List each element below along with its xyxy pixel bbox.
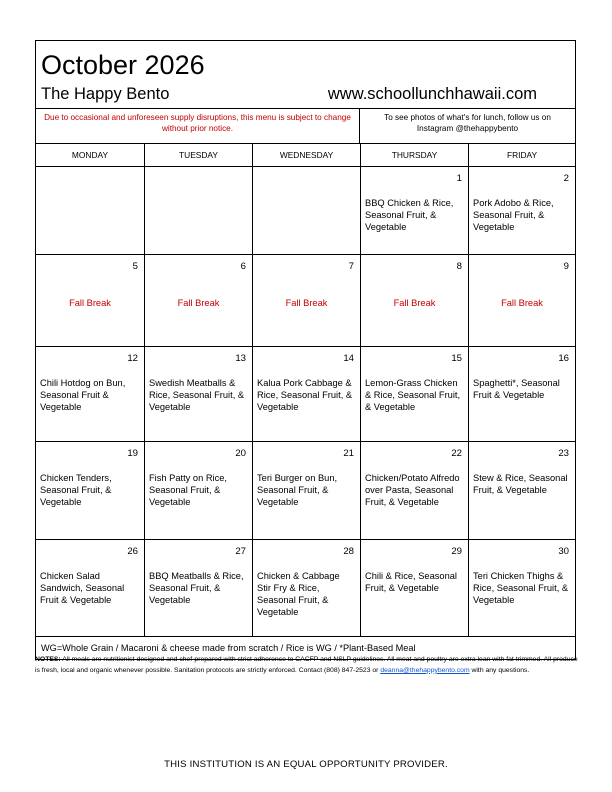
calendar-header	[36, 41, 575, 109]
week-row	[36, 167, 575, 255]
day-number: 7	[348, 261, 354, 272]
day-number: 28	[343, 546, 354, 557]
day-cell	[469, 540, 575, 636]
fall-break-label: Fall Break	[393, 298, 436, 308]
day-cell	[361, 255, 469, 346]
instagram-note: To see photos of what's for lunch, follow us on Instagram @thehappybento	[384, 113, 551, 133]
meal-text: Chicken Tenders, Seasonal Fruit, & Vegetable	[40, 473, 112, 507]
notes-section	[35, 655, 580, 676]
fall-break-label: Fall Break	[69, 298, 111, 308]
meal-text: Stew & Rice, Seasonal Fruit, & Vegetable	[473, 473, 568, 495]
menu-calendar	[35, 40, 576, 660]
day-number: 1	[456, 173, 462, 184]
day-cell	[253, 540, 361, 636]
day-number: 2	[563, 173, 569, 184]
weekday-thursday: THURSDAY	[361, 144, 469, 166]
weekday-monday: MONDAY	[36, 144, 145, 166]
day-cell	[36, 167, 145, 254]
notes-tail: with any questions.	[469, 666, 530, 674]
day-cell	[36, 255, 145, 346]
website-url: www.schoollunchhawaii.com	[327, 85, 537, 103]
day-number: 15	[451, 353, 462, 364]
day-number: 27	[235, 546, 246, 557]
meal-text: BBQ Meatballs & Rice, Seasonal Fruit, & Vegetable	[149, 571, 244, 605]
day-number: 13	[235, 353, 246, 364]
day-cell	[361, 167, 469, 254]
contact-email-link[interactable]: deanna@thehappybento.com	[380, 666, 470, 674]
notice-row	[36, 109, 575, 144]
day-cell	[36, 347, 145, 441]
weekday-friday: FRIDAY	[506, 150, 538, 160]
day-number: 23	[558, 448, 569, 459]
day-cell	[469, 347, 575, 441]
day-cell	[469, 167, 575, 254]
equal-opportunity-statement: THIS INSTITUTION IS AN EQUAL OPPORTUNITY PROVIDER.	[164, 759, 448, 770]
day-number: 20	[235, 448, 246, 459]
day-cell	[253, 347, 361, 441]
supply-disclaimer: Due to occasional and unforeseen supply disruptions, this menu is subject to change without prior notice.	[36, 109, 360, 143]
weekday-wednesday: WEDNESDAY	[253, 144, 361, 166]
notes-body: All meals are nutritionist-designed and chef-prepared with strict adherence to CACFP and NSLP guidelines. All meat and poultry are extra lean with fat trimmed. All produce is fresh, local and organic whenever possible. Sanitation protocols are strictly enforced. Contact (808) 847-2523 or	[35, 656, 578, 674]
day-number: 16	[558, 353, 569, 364]
day-cell	[36, 540, 145, 636]
day-cell	[469, 442, 575, 539]
day-number: 29	[451, 546, 462, 557]
meal-text: Chili & Rice, Seasonal Fruit, & Vegetable	[365, 571, 457, 593]
day-number: 21	[343, 448, 354, 459]
day-number: 8	[456, 261, 462, 272]
day-cell	[361, 442, 469, 539]
meal-text: Chili Hotdog on Bun, Seasonal Fruit & Vegetable	[40, 378, 126, 412]
week-row	[36, 442, 575, 540]
week-row	[36, 255, 575, 347]
brand-name: The Happy Bento	[41, 85, 170, 103]
day-number: 14	[343, 353, 354, 364]
day-number: 12	[127, 353, 138, 364]
day-number: 22	[451, 448, 462, 459]
fall-break-label: Fall Break	[177, 298, 220, 308]
day-number: 6	[240, 261, 246, 272]
notes-lead: NOTES:	[35, 656, 61, 663]
weekday-header	[36, 144, 575, 167]
day-cell	[36, 442, 145, 539]
day-cell	[361, 347, 469, 441]
week-row	[36, 347, 575, 442]
meal-text: Chicken/Potato Alfredo over Pasta, Seasonal Fruit, & Vegetable	[365, 473, 460, 507]
day-cell	[145, 167, 253, 254]
meal-text: Spaghetti*, Seasonal Fruit & Vegetable	[473, 378, 560, 400]
month-title: October 2026	[41, 50, 205, 80]
meal-text: Swedish Meatballs & Rice, Seasonal Fruit, & Vegetable	[149, 378, 245, 412]
meal-text: Chicken & Cabbage Stir Fry & Rice, Seasonal Fruit, & Vegetable	[257, 571, 340, 617]
day-cell	[145, 347, 253, 441]
fall-break-label: Fall Break	[501, 298, 543, 308]
meal-text: Fish Patty on Rice, Seasonal Fruit, & Vegetable	[149, 473, 228, 507]
day-number: 30	[558, 546, 569, 557]
menu-legend: WG=Whole Grain / Macaroni & cheese made from scratch / Rice is WG / *Plant-Based Meal	[41, 643, 416, 653]
meal-text: BBQ Chicken & Rice, Seasonal Fruit, & Vegetable	[365, 198, 454, 232]
day-cell	[253, 442, 361, 539]
meal-text: Lemon-Grass Chicken & Rice, Seasonal Fruit, & Vegetable	[365, 378, 461, 412]
meal-text: Teri Burger on Bun, Seasonal Fruit, & Vegetable	[257, 473, 338, 507]
day-number: 26	[127, 546, 138, 557]
weekday-tuesday: TUESDAY	[145, 144, 253, 166]
day-cell	[145, 540, 253, 636]
meal-text: Kalua Pork Cabbage & Rice, Seasonal Fruit, & Vegetable	[257, 378, 353, 412]
day-number: 9	[563, 261, 569, 272]
day-cell	[145, 442, 253, 539]
day-number: 19	[127, 448, 138, 459]
fall-break-label: Fall Break	[285, 298, 328, 308]
day-cell	[361, 540, 469, 636]
day-cell	[253, 167, 361, 254]
week-row	[36, 540, 575, 637]
meal-text: Chicken Salad Sandwich, Seasonal Fruit & Vegetable	[40, 571, 125, 605]
day-cell	[145, 255, 253, 346]
day-cell	[469, 255, 575, 346]
meal-text: Teri Chicken Thighs & Rice, Seasonal Fruit, & Vegetable	[473, 571, 569, 605]
day-number: 5	[132, 261, 138, 272]
meal-text: Pork Adobo & Rice, Seasonal Fruit, & Vegetable	[473, 198, 554, 232]
day-cell	[253, 255, 361, 346]
